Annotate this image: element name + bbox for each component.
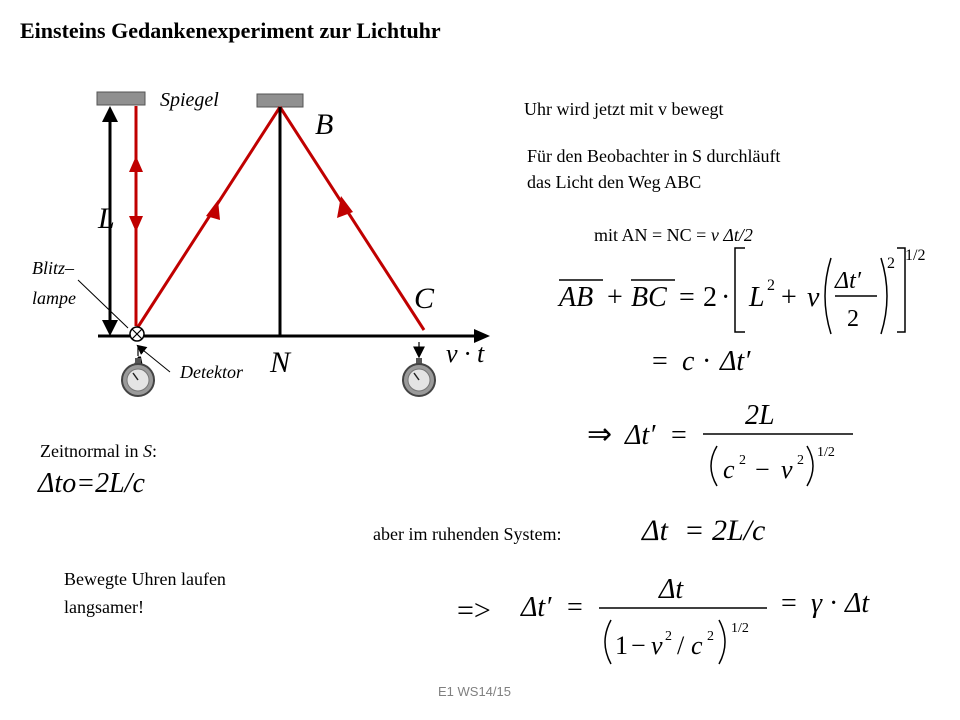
length-arrow-head-bottom: [102, 320, 118, 336]
svg-text:Δt′: Δt′: [720, 346, 751, 377]
conclusion-text: Bewegte Uhren laufen langsamer!: [64, 569, 226, 617]
svg-text:Δt′: Δt′: [521, 592, 552, 623]
formula-rest-time: [640, 506, 790, 550]
vt-label: v · t: [446, 339, 485, 368]
svg-text:·: ·: [829, 588, 839, 619]
svg-text:=>: =>: [457, 594, 491, 627]
svg-text:L: L: [749, 282, 765, 313]
ruhend-text: aber im ruhenden System:: [373, 524, 562, 544]
svg-text:+: +: [607, 282, 623, 313]
stopwatch-icon: [122, 358, 154, 396]
svg-text:=: =: [567, 592, 583, 623]
svg-text:2: 2: [665, 629, 672, 644]
svg-text:=: =: [686, 514, 703, 547]
svg-text:Δt′: Δt′: [835, 268, 862, 294]
svg-text:γ: γ: [811, 588, 823, 619]
svg-text:1/2: 1/2: [731, 621, 749, 636]
svg-text:c: c: [682, 346, 695, 377]
svg-text:−: −: [755, 455, 770, 484]
length-label: L: [98, 202, 115, 235]
svg-text:c: c: [723, 455, 735, 484]
svg-text:2: 2: [707, 629, 714, 644]
formula-c-dt: [650, 340, 800, 380]
stopwatch-icon: [403, 358, 435, 396]
observer-text: Für den Beobachter in S durchläuft das Licht den Weg ABC: [527, 146, 781, 192]
svg-text:+: +: [781, 282, 797, 313]
svg-text:v: v: [781, 455, 793, 484]
flash-label-1: Blitz–: [32, 258, 75, 278]
svg-text:2: 2: [847, 306, 859, 332]
light-clock-diagram: [0, 80, 520, 420]
svg-text:BC: BC: [631, 282, 667, 313]
svg-text:1/2: 1/2: [817, 445, 835, 460]
svg-text:=: =: [671, 420, 687, 451]
moving-clock-text: Uhr wird jetzt mit v bewegt: [524, 99, 724, 119]
zeitnormal-text: Zeitnormal in S:: [40, 441, 157, 461]
svg-text:Δt: Δt: [845, 588, 870, 619]
point-n: N: [270, 346, 291, 379]
svg-text:=: =: [679, 282, 695, 313]
rest-down-arrow: [129, 216, 143, 232]
detector-label: Detektor: [180, 362, 243, 382]
svg-text:2L/c: 2L/c: [712, 514, 766, 547]
svg-text:v: v: [651, 631, 663, 660]
svg-text:1/2: 1/2: [905, 247, 926, 264]
svg-text:Δt: Δt: [642, 514, 668, 547]
svg-text:2: 2: [703, 282, 717, 313]
top-mirror: [257, 94, 303, 107]
rest-up-arrow: [129, 156, 143, 172]
path-bc: [280, 107, 424, 330]
flash-label-2: lampe: [32, 288, 76, 308]
mit-text: mit AN = NC = v Δt/2: [594, 225, 753, 245]
svg-text:2L: 2L: [745, 400, 775, 431]
path-ab: [136, 107, 280, 330]
t0-formula: Δto=2L/c: [38, 468, 145, 499]
svg-text:−: −: [631, 631, 646, 660]
svg-text:Δt: Δt: [659, 574, 684, 605]
svg-text:2: 2: [767, 277, 775, 294]
svg-text:/: /: [677, 631, 685, 660]
formula-dilation-derivation: [585, 390, 865, 490]
svg-text:⇒: ⇒: [587, 418, 613, 451]
svg-text:c: c: [691, 631, 703, 660]
svg-text:2: 2: [739, 453, 746, 468]
svg-text:·: ·: [721, 282, 731, 313]
mirror-label: Spiegel: [160, 89, 219, 111]
svg-text:2: 2: [887, 255, 895, 272]
svg-text:1: 1: [615, 631, 628, 660]
page-title: Einsteins Gedankenexperiment zur Lichtuhr: [20, 18, 441, 43]
left-mirror: [97, 92, 145, 105]
svg-text:v: v: [807, 282, 820, 313]
svg-text:Δt′: Δt′: [625, 420, 656, 451]
formula-time-dilation: [455, 560, 895, 670]
length-arrow-head-top: [102, 106, 118, 122]
svg-text:=: =: [781, 588, 797, 619]
formula-path-length: [555, 238, 935, 338]
footer-label: E1 WS14/15: [438, 684, 511, 699]
svg-text:=: =: [652, 346, 668, 377]
point-c: C: [414, 282, 435, 315]
svg-text:2: 2: [797, 453, 804, 468]
point-b: B: [315, 108, 334, 141]
svg-text:AB: AB: [559, 282, 594, 313]
svg-text:·: ·: [702, 346, 712, 377]
